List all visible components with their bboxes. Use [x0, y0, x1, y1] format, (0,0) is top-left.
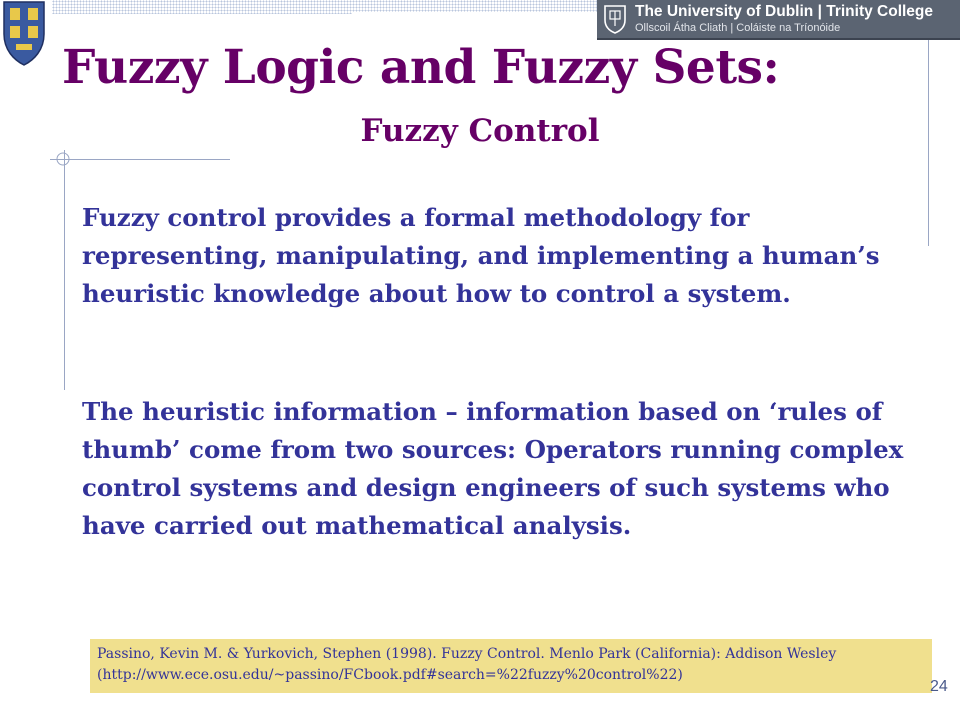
citation-box: Passino, Kevin M. & Yurkovich, Stephen (1998). Fuzzy Control. Menlo Park (California): Addison Wesley (http://www.ece.osu.edu/~passino/FCbook.pdf#search=%22fuzzy%20control%22)	[90, 639, 932, 693]
institution-name-irish: Ollscoil Átha Cliath | Coláiste na Tríonóide	[635, 21, 841, 34]
body-paragraph-1: Fuzzy control provides a formal methodology for representing, manipulating, and implementing a human’s heuristic knowledge about how to control a system.	[82, 203, 880, 308]
institution-banner	[597, 0, 960, 40]
top-dotted-stripe-2	[352, 0, 597, 12]
slide-title: Fuzzy Logic and Fuzzy Sets:	[62, 40, 780, 95]
college-logo-icon	[603, 4, 627, 34]
title-underline-rule	[50, 159, 230, 160]
slide-subtitle: Fuzzy Control	[360, 113, 600, 149]
rule-corner-circle-icon	[52, 148, 74, 170]
university-crest-icon	[0, 0, 48, 66]
left-vertical-rule	[64, 150, 65, 390]
institution-name: The University of Dublin | Trinity College	[635, 2, 934, 20]
top-dotted-stripe	[52, 0, 352, 14]
body-paragraph-2: The heuristic information – information based on ‘rules of thumb’ come from two sources: Operators running complex control systems and design engineers of such systems who have carried out mathematical analysis.	[82, 397, 904, 540]
slide-number: 24	[930, 678, 948, 695]
